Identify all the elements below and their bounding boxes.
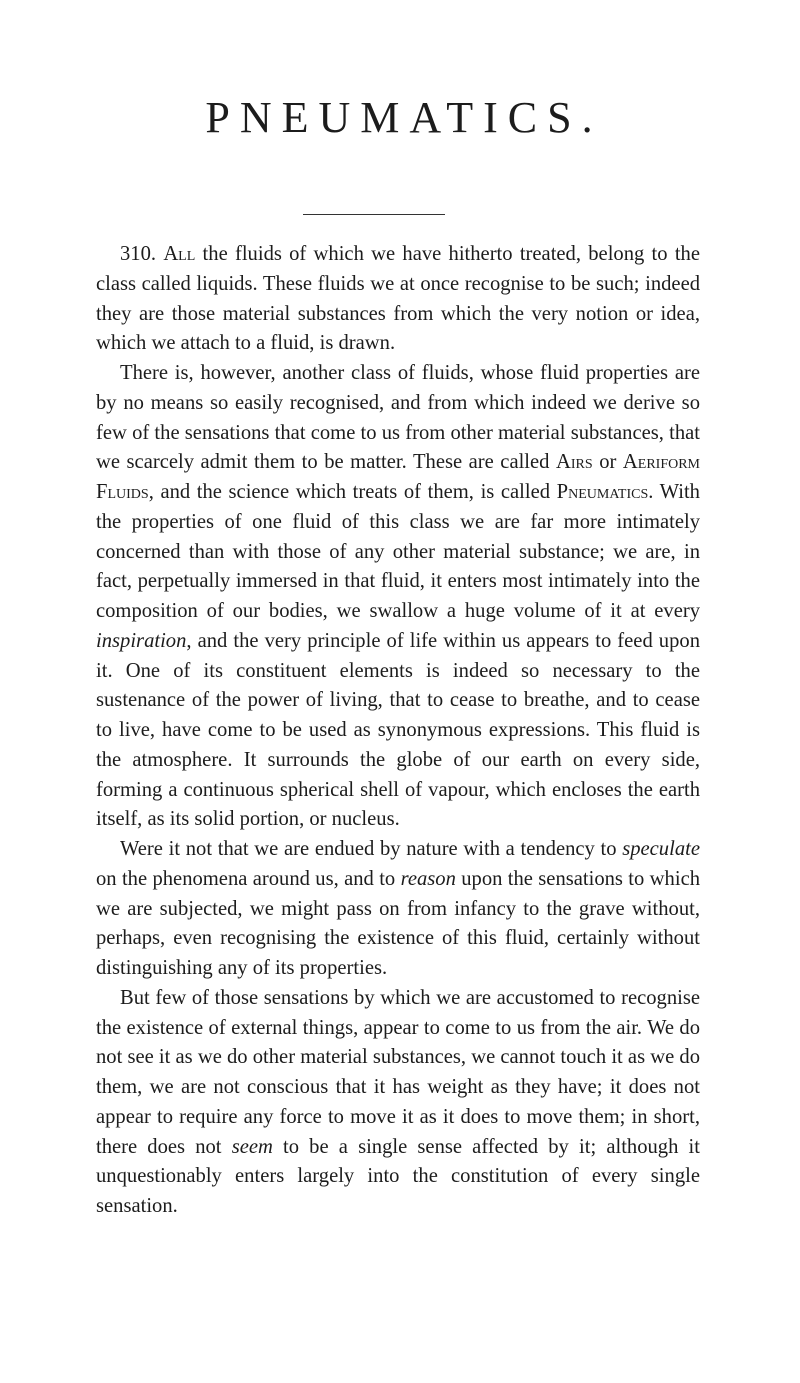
term-airs: Airs (556, 451, 593, 474)
paragraph-text: upon the sensations to which we are subjected, we might pass on from infancy to the grave without, perhaps, even recognising the existence of this fluid, certainly without distinguishing any of its properties. (96, 867, 701, 979)
term-speculate: speculate (622, 838, 700, 860)
term-pneumatics: Pneumatics (556, 481, 649, 503)
paragraph-3 (96, 835, 700, 984)
paragraph-text: But few of those sensations by which we are accustomed to recognise the existence of external things, appear to come to us from the air. We do not see it as we do other material substances, we cannot touch it as we do them, we are not conscious that it has weight as they have; it does not appear to require any force to move it as it does to move them; in short, there does not (96, 986, 700, 1158)
term-reason: reason (400, 867, 456, 890)
section-number: 310. (120, 243, 157, 265)
term-aeriform-fluids: Aeriform Fluids (96, 451, 700, 503)
paragraph-text: There is, however, another class of fluids, whose fluid properties are by no means so easily recognised, and from which indeed we derive so few of the sensations that come to us from other material substances, that we scarcely admit them to be matter. These are called (96, 362, 700, 474)
paragraph-text: the fluids of which we have hitherto treated, belong to the class called liquids. These fluids we at once recognise to be such; indeed they are those material substances from which the very notion or idea, which we attach to a fluid, is drawn. (96, 243, 700, 355)
paragraph-text: to be a single sense affected by it; although it unquestionably enters largely into the constitution of every single sensation. (96, 1135, 700, 1217)
term-seem: seem (231, 1135, 273, 1158)
paragraph-text: Were it not that we are endued by nature with a tendency to (120, 838, 623, 860)
paragraph-2 (96, 359, 700, 835)
paragraph-text: or (592, 451, 623, 474)
paragraph-text: . With the properties of one fluid of this class we are far more intimately concerned than with those of any other material substance; we are, in fact, perpetually immersed in that fluid, it enters most intimately into the composition of our bodies, we swallow a huge volume of it at every (96, 481, 700, 622)
chapter-title: PNEUMATICS. (205, 93, 603, 142)
paragraph-4 (96, 984, 700, 1222)
body-text (96, 240, 700, 1222)
paragraph-text: on the phenomena around us, and to (96, 867, 401, 890)
paragraph-310 (96, 240, 700, 359)
paragraph-text: , and the science which treats of them, is called (148, 481, 557, 503)
title-rule-divider (303, 214, 445, 215)
lead-word: All (163, 243, 196, 265)
paragraph-text: , and the very principle of life within us appears to feed upon it. One of its constituent elements is indeed so necessary to the sustenance of the power of living, that to cease to breathe, and to cease to live, have come to be used as synonymous expressions. This fluid is the atmosphere. It surrounds the globe of our earth on every side, forming a continuous spherical shell of vapour, which encloses the earth itself, as its solid portion, or nucleus. (96, 629, 700, 831)
term-inspiration: inspiration (96, 629, 187, 652)
